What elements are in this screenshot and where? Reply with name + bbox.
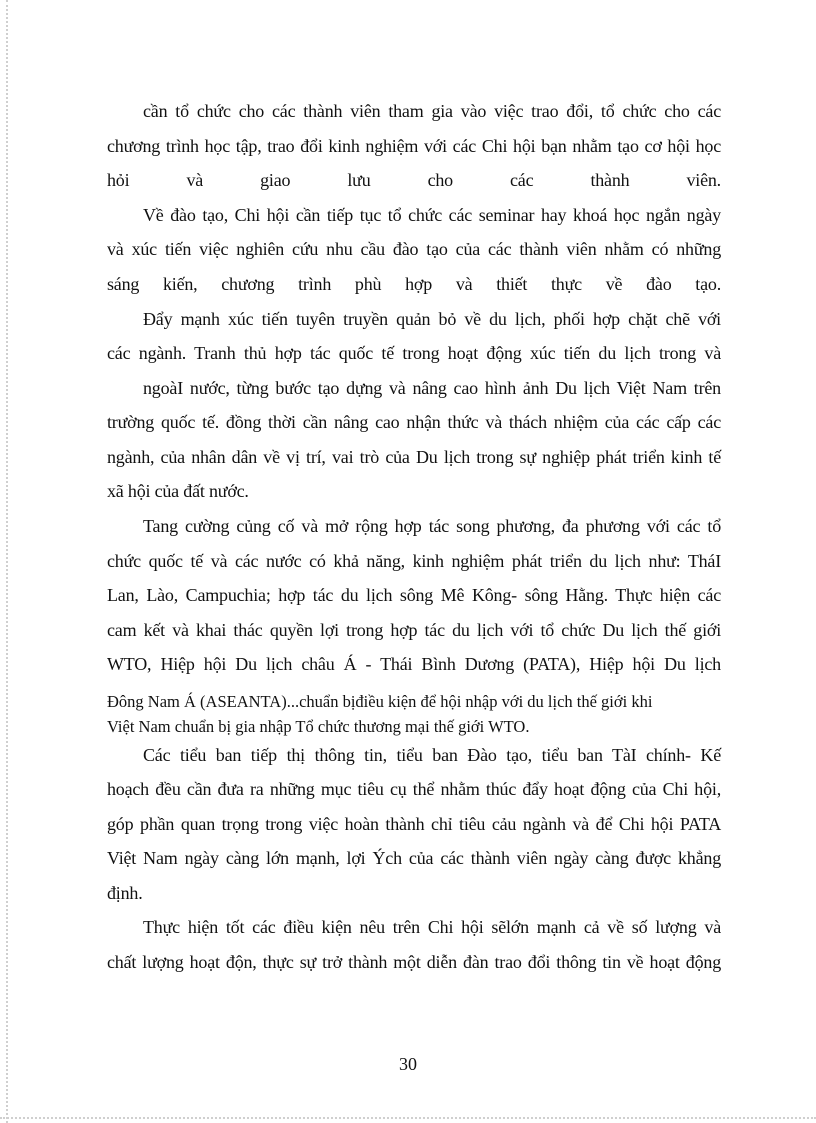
text-line: ngoàI nước, từng bước tạo dựng và nâng cao hình ảnh Du lịch Việt Nam trên bbox=[143, 378, 721, 398]
text-line: định. bbox=[107, 883, 143, 903]
text-line: hỏi và giao lưu cho các thành viên. bbox=[107, 170, 721, 190]
text-line: Thực hiện tốt các điều kiện nêu trên Chi hội sẽlớn mạnh cả về số lượng và bbox=[143, 917, 721, 937]
text-line: Tang cường củng cố và mở rộng hợp tác song phương, đa phương với các tổ bbox=[143, 516, 721, 536]
text-line: ngành, của nhân dân về vị trí, vai trò của Du lịch trong sự nghiệp phát triển kinh tế bbox=[107, 447, 721, 467]
text-line: WTO, Hiệp hội Du lịch châu Á - Thái Bình Dương (PATA), Hiệp hội Du lịch bbox=[107, 654, 721, 674]
page-left-edge bbox=[0, 0, 8, 1123]
text-line: Việt Nam ngày càng lớn mạnh, lợi Ých của các thành viên ngày càng được khẳng bbox=[107, 848, 721, 868]
page-bottom-edge bbox=[0, 1117, 816, 1119]
text-line: xã hội của đất nước. bbox=[107, 481, 249, 501]
text-line: Đông Nam Á (ASEANTA)...chuẩn bịđiều kiện để hội nhập với du lịch thế giới khi bbox=[107, 692, 653, 711]
text-line: chương trình học tập, trao đổi kinh nghiệm với các Chi hội bạn nhằm tạo cơ hội học bbox=[107, 136, 721, 156]
text-line: Việt Nam chuẩn bị gia nhập Tổ chức thương mại thế giới WTO. bbox=[107, 717, 530, 736]
text-line: Lan, Lào, Campuchia; hợp tác du lịch sông Mê Kông- sông Hằng. Thực hiện các bbox=[107, 585, 721, 605]
text-line: sáng kiến, chương trình phù hợp và thiết thực về đào tạo. bbox=[107, 274, 721, 294]
text-line: cần tổ chức cho các thành viên tham gia vào việc trao đổi, tổ chức cho các bbox=[143, 101, 721, 121]
text-line: Các tiểu ban tiếp thị thông tin, tiểu ban Đào tạo, tiểu ban TàI chính- Kế bbox=[143, 745, 721, 765]
page-number: 30 bbox=[399, 1054, 417, 1074]
text-line: chức quốc tế và các nước có khả năng, kinh nghiệm phát triển du lịch như: TháI bbox=[107, 551, 721, 571]
text-line: trường quốc tế. đồng thời cần nâng cao nhận thức và thách nhiệm của các cấp các bbox=[107, 412, 721, 432]
text-line: và xúc tiến việc nghiên cứu nhu cầu đào tạo của các thành viên nhằm có những bbox=[107, 239, 721, 259]
text-line: hoạch đều cần đưa ra những mục tiêu cụ thể nhằm thúc đẩy hoạt động của Chi hội, bbox=[107, 779, 721, 799]
text-line: Về đào tạo, Chi hội cần tiếp tục tổ chức các seminar hay khoá học ngắn ngày bbox=[143, 205, 721, 225]
text-line: chất lượng hoạt độn, thực sự trở thành một diễn đàn trao đổi thông tin về hoạt động bbox=[107, 952, 721, 972]
text-line: cam kết và khai thác quyền lợi trong hợp tác du lịch với tổ chức Du lịch thế giới bbox=[107, 620, 721, 640]
text-line: Đẩy mạnh xúc tiến tuyên truyền quản bỏ về du lịch, phối hợp chặt chẽ với bbox=[143, 309, 721, 329]
text-line: các ngành. Tranh thủ hợp tác quốc tế trong hoạt động xúc tiến du lịch trong và bbox=[107, 343, 721, 363]
text-line: góp phần quan trọng trong việc hoàn thành chỉ tiêu cảu ngành và để Chi hội PATA bbox=[107, 814, 721, 834]
